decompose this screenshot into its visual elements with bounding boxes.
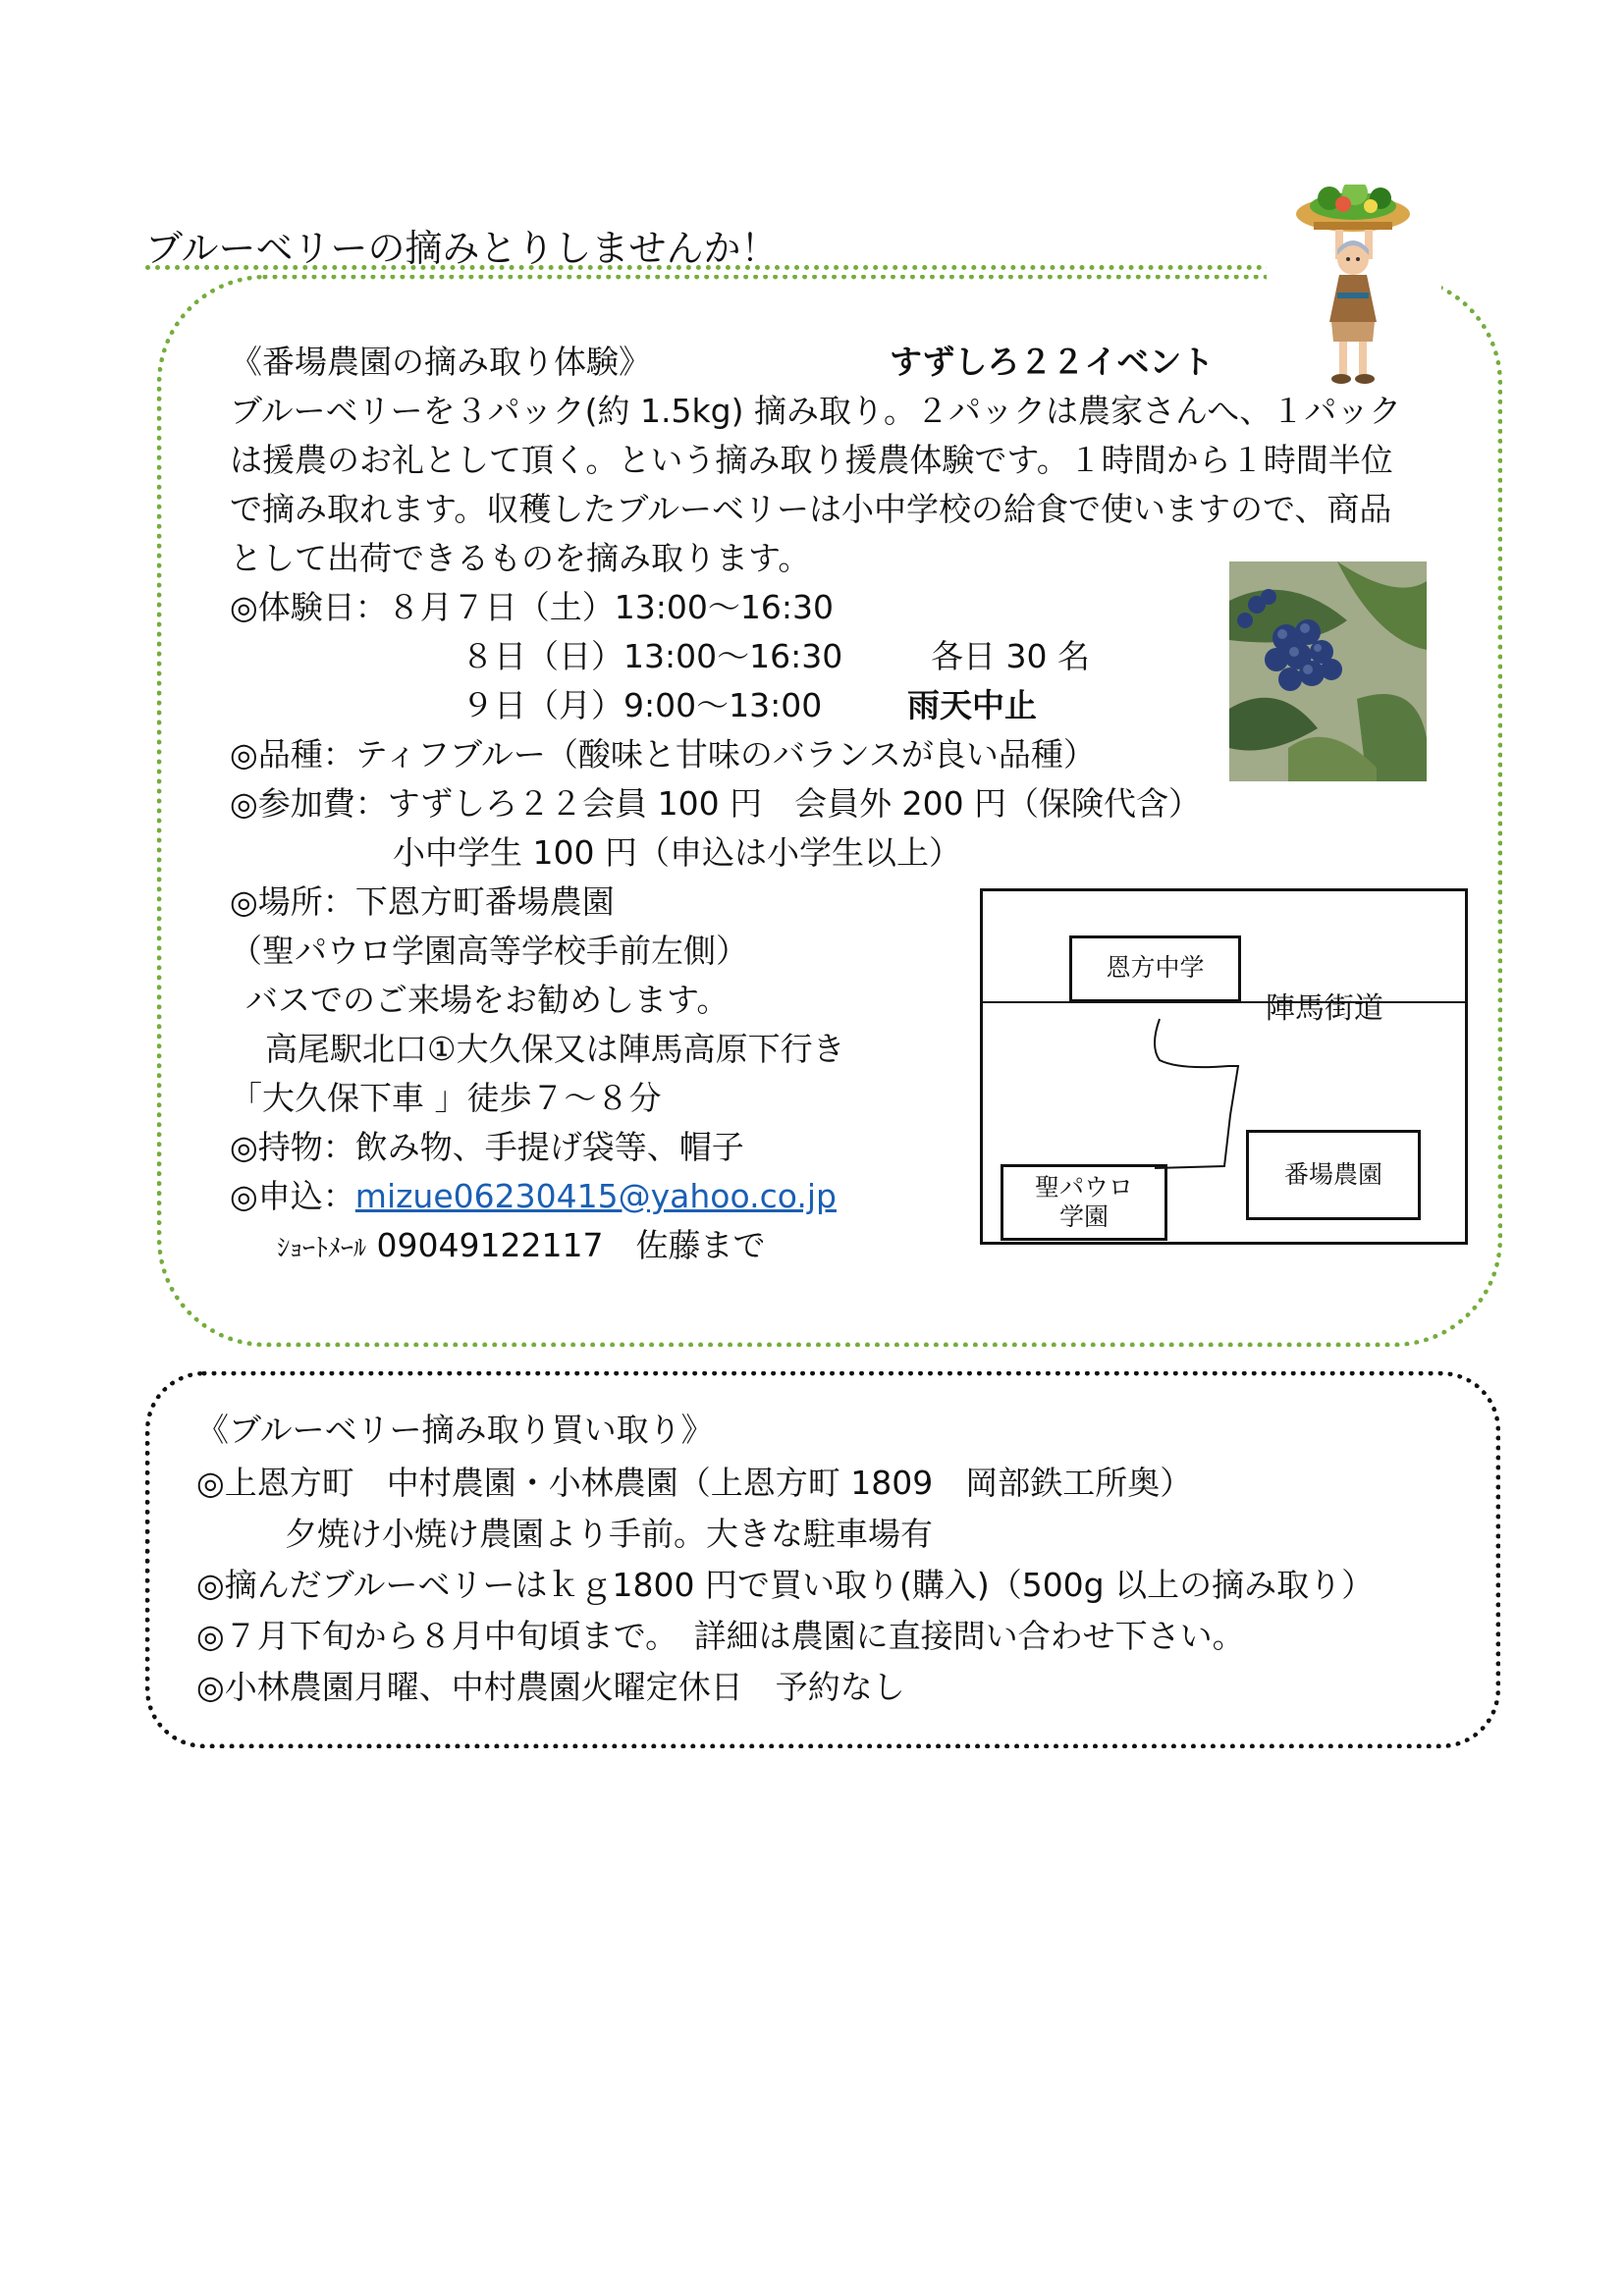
- buy-heading: 《ブルーベリー摘み取り買い取り》: [196, 1411, 714, 1449]
- buy-line-1: ◎上恩方町 中村農園・小林農園（上恩方町 1809 岡部鉄工所奥）: [196, 1464, 1193, 1502]
- farmer-illustration-icon: [1294, 185, 1412, 389]
- access-map: [980, 888, 1468, 1245]
- road-label: 陣馬街道: [1266, 991, 1383, 1026]
- desc-line-2: は援農のお礼として頂く。という摘み取り援農体験です。１時間から１時間半位: [230, 441, 1393, 479]
- apply-email-link[interactable]: mizue06230415@yahoo.co.jp: [354, 1177, 837, 1215]
- fee-line-1: ◎参加費：すずしろ２２会員 100 円 会員外 200 円（保険代含）: [230, 784, 1202, 823]
- sms-row: [277, 1226, 766, 1264]
- date-line-2: ８日（日）13:00～16:30: [461, 637, 843, 675]
- date-line-1: ◎体験日：８月７日（土）13:00～16:30: [230, 588, 834, 626]
- sms-number: 09049122117 佐藤まで: [376, 1226, 766, 1264]
- buy-line-3: ◎摘んだブルーベリーはｋｇ1800 円で買い取り(購入)（500g 以上の摘み取り）: [196, 1566, 1375, 1604]
- bus-line-2: 高尾駅北口①大久保又は陣馬高原下行き: [265, 1030, 845, 1068]
- paulo-box: [1001, 1164, 1167, 1241]
- desc-line-4: として出荷できるものを摘み取ります。: [230, 539, 811, 577]
- apply-label: ◎申込：: [230, 1177, 355, 1215]
- title-underline: [145, 265, 1302, 270]
- buy-line-4: ◎７月下旬から８月中旬頃まで。 詳細は農園に直接問い合わせ下さい。: [196, 1617, 1245, 1655]
- experience-heading: 《番場農園の摘み取り体験》: [230, 343, 651, 381]
- apply-row: [230, 1177, 837, 1215]
- buy-line-5: ◎小林農園月曜、中村農園火曜定休日 予約なし: [196, 1668, 905, 1706]
- items: ◎持物：飲み物、手提げ袋等、帽子: [230, 1128, 744, 1166]
- farm-label: 番場農園: [1283, 1160, 1382, 1189]
- blueberry-photo-icon: [1229, 561, 1427, 781]
- desc-line-3: で摘み取れます。収穫したブルーベリーは小中学校の給食で使いますので、商品: [230, 490, 1392, 528]
- page-title: ブルーベリーの摘みとりしませんか！: [145, 227, 779, 270]
- buy-line-2: 夕焼け小焼け農園より手前。大きな駐車場有: [285, 1515, 933, 1553]
- desc-line-1: ブルーベリーを３パック(約 1.5kg) 摘み取り。２パックは農家さんへ、１パック: [230, 392, 1402, 430]
- date-line-3: ９日（月）9:00～13:00: [461, 686, 823, 724]
- bus-line-1: バスでのご来場をお勧めします。: [245, 981, 730, 1019]
- place-line-1: ◎場所：下恩方町番場農園: [230, 882, 615, 921]
- sms-label: ｼｮｰﾄﾒｰﾙ: [277, 1234, 367, 1263]
- bus-line-3: 「大久保下車 」徒歩７～８分: [230, 1079, 662, 1117]
- event-name: すずしろ２２イベント: [890, 343, 1215, 381]
- rain-cancel: 雨天中止: [907, 686, 1037, 724]
- paulo-label-2: 学園: [1058, 1202, 1109, 1231]
- capacity: 各日 30 名: [931, 637, 1090, 675]
- place-line-2: （聖パウロ学園高等学校手前左側）: [230, 932, 748, 970]
- blueberry-photo: [1229, 561, 1427, 781]
- variety: ◎品種：ティフブルー（酸味と甘味のバランスが良い品種）: [230, 735, 1096, 774]
- fee-line-2: 小中学生 100 円（申込は小学生以上）: [393, 833, 961, 872]
- school-label: 恩方中学: [1106, 953, 1205, 982]
- farm-box: [1246, 1130, 1421, 1220]
- paulo-label-1: 聖パウロ: [1034, 1173, 1133, 1201]
